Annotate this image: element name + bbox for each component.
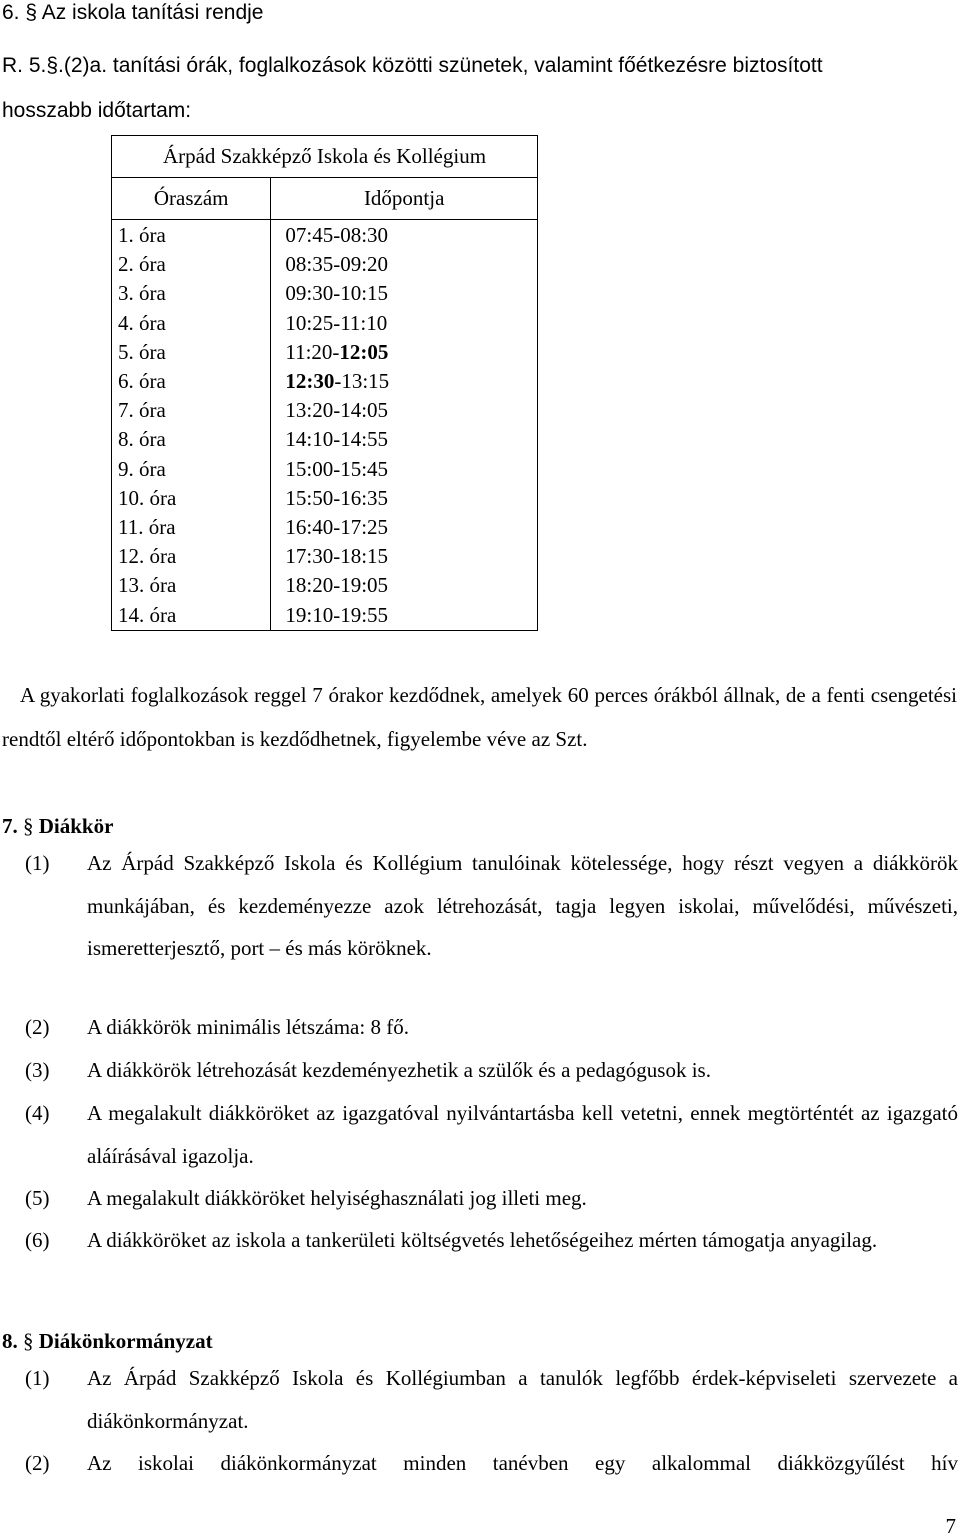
list-item <box>25 1092 958 1177</box>
lesson-number: 1. óra <box>112 220 271 251</box>
table-row <box>112 571 538 600</box>
page-number: 7 <box>945 1514 956 1538</box>
lesson-time <box>271 396 538 425</box>
table-row <box>112 484 538 513</box>
bell-schedule-table <box>111 135 538 631</box>
item-number: (5) <box>25 1186 50 1210</box>
lesson-number: 6. óra <box>112 367 271 396</box>
lesson-time <box>271 484 538 513</box>
lesson-start: 12:30 <box>285 369 335 394</box>
lesson-number: 5. óra <box>112 338 271 367</box>
lesson-end: -13:15 <box>334 369 390 394</box>
lesson-number: 11. óra <box>112 513 271 542</box>
practical-lessons-paragraph: A gyakorlati foglalkozások reggel 7 órakor kezdődnek, amelyek 60 perces órákból állnak, de a fenti csengetési rendtől eltérő időpontokban is kezdődhetnek, figyelembe véve az Szt. <box>2 683 957 751</box>
list-item <box>25 842 958 970</box>
lesson-start: 07:45 <box>285 223 334 247</box>
lesson-start: 09:30 <box>285 281 334 306</box>
lesson-end: -11:10 <box>333 310 388 335</box>
lesson-time <box>271 601 538 631</box>
table-row <box>112 309 538 338</box>
item-text: A diákkörök minimális létszáma: 8 fő. <box>87 1015 409 1039</box>
lesson-start: 13:20 <box>285 398 334 423</box>
lesson-start: 15:50 <box>285 485 334 510</box>
item-number: (2) <box>25 1451 50 1475</box>
section-7-title: Diákkör <box>38 814 114 838</box>
lesson-number: 7. óra <box>112 396 271 425</box>
rule-reference-line-1: R. 5.§.(2)a. tanítási órák, foglalkozások közötti szünetek, valamint főétkezésre biztosított <box>2 54 823 77</box>
rule-reference-line-2: hosszabb időtartam: <box>2 99 192 122</box>
section-8-title: Diákönkormányzat <box>38 1329 213 1353</box>
item-number: (3) <box>25 1058 50 1082</box>
list-item <box>25 1219 958 1262</box>
lesson-number: 2. óra <box>112 250 271 279</box>
list-item <box>25 1006 958 1049</box>
column-header-time: Időpontja <box>271 178 538 220</box>
item-number: (6) <box>25 1228 50 1252</box>
table-row <box>112 279 538 308</box>
lesson-number: 4. óra <box>112 309 271 338</box>
timetable-rows <box>112 220 538 631</box>
section-8-number: 8. <box>2 1329 18 1353</box>
section-7-heading <box>2 814 113 839</box>
lesson-time <box>271 571 538 600</box>
table-row <box>112 250 538 279</box>
lesson-end: -14:05 <box>333 398 389 423</box>
lesson-number: 10. óra <box>112 484 271 513</box>
lesson-end: -16:35 <box>333 485 389 510</box>
lesson-number: 12. óra <box>112 542 271 571</box>
lesson-end: -10:15 <box>333 281 389 306</box>
item-number: (1) <box>25 851 50 875</box>
lesson-number: 13. óra <box>112 571 271 600</box>
section-sign: § <box>23 1329 34 1353</box>
lesson-start: 10:25 <box>285 310 334 335</box>
lesson-start: 11:20- <box>285 339 340 364</box>
table-row <box>112 455 538 484</box>
item-text: A megalakult diákköröket helyiséghasználati jog illeti meg. <box>87 1186 587 1210</box>
list-item <box>25 1049 958 1092</box>
lesson-time <box>271 309 538 338</box>
item-number: (4) <box>25 1101 50 1125</box>
lesson-time <box>271 542 538 571</box>
lesson-start: 19:10 <box>285 602 334 627</box>
section-8-heading <box>2 1329 213 1354</box>
table-row <box>112 338 538 367</box>
table-row <box>112 601 538 631</box>
item-text: Az Árpád Szakképző Iskola és Kollégium tanulóinak kötelessége, hogy részt vegyen a diákkörök munkájában, és kezdeményezze azok létrehozását, tagja legyen iskolai, művelődési, művészeti, ismeretterjesztő, port – és más köröknek. <box>87 851 958 960</box>
item-text: Az iskolai diákönkormányzat minden tanévben egy alkalommal diákközgyűlést hív <box>87 1451 958 1475</box>
table-row <box>112 396 538 425</box>
list-item <box>25 1357 958 1442</box>
lesson-time <box>271 455 538 484</box>
table-row <box>112 542 538 571</box>
lesson-start: 17:30 <box>285 544 334 569</box>
lesson-number: 14. óra <box>112 601 271 631</box>
section-6-heading: 6. § Az iskola tanítási rendje <box>2 1 264 24</box>
section-7-number: 7. <box>2 814 18 838</box>
lesson-end: 12:05 <box>339 339 389 364</box>
table-row <box>112 220 538 251</box>
lesson-start: 18:20 <box>285 573 334 598</box>
item-number: (2) <box>25 1015 50 1039</box>
lesson-time <box>271 513 538 542</box>
lesson-start: 08:35 <box>285 252 334 277</box>
item-text: A megalakult diákköröket az igazgatóval nyilvántartásba kell vetetni, ennek megtörténtét az igazgató aláírásával igazolja. <box>87 1101 958 1168</box>
list-item <box>25 1442 958 1485</box>
lesson-end: -09:20 <box>333 252 389 277</box>
lesson-start: 14:10 <box>285 427 334 452</box>
lesson-start: 16:40 <box>285 515 334 540</box>
lesson-end: -17:25 <box>333 515 389 540</box>
lesson-number: 8. óra <box>112 425 271 454</box>
lesson-time <box>271 425 538 454</box>
lesson-time <box>271 279 538 308</box>
section-sign: § <box>23 814 34 838</box>
lesson-time <box>271 367 538 396</box>
lesson-end: -08:30 <box>333 223 389 247</box>
lesson-start: 15:00 <box>285 456 334 481</box>
table-row <box>112 367 538 396</box>
item-text: Az Árpád Szakképző Iskola és Kollégiumban a tanulók legfőbb érdek-képviseleti szervezete a diákönkormányzat. <box>87 1366 958 1433</box>
lesson-number: 3. óra <box>112 279 271 308</box>
table-row <box>112 425 538 454</box>
lesson-end: -15:45 <box>333 456 389 481</box>
lesson-end: -19:55 <box>333 602 389 627</box>
lesson-number: 9. óra <box>112 455 271 484</box>
item-text: A diákkörök létrehozását kezdeményezhetik a szülők és a pedagógusok is. <box>87 1058 711 1082</box>
column-header-lesson-number: Óraszám <box>112 178 271 220</box>
lesson-end: -14:55 <box>333 427 389 452</box>
lesson-time <box>271 250 538 279</box>
item-text: A diákköröket az iskola a tankerületi költségvetés lehetőségeihez mérten támogatja anyagilag. <box>87 1228 878 1252</box>
list-item <box>25 1177 958 1220</box>
table-title: Árpád Szakképző Iskola és Kollégium <box>112 136 538 178</box>
lesson-time <box>271 220 538 251</box>
table-row <box>112 513 538 542</box>
lesson-time <box>271 338 538 367</box>
lesson-end: -19:05 <box>333 573 389 598</box>
item-number: (1) <box>25 1366 50 1390</box>
lesson-end: -18:15 <box>333 544 389 569</box>
